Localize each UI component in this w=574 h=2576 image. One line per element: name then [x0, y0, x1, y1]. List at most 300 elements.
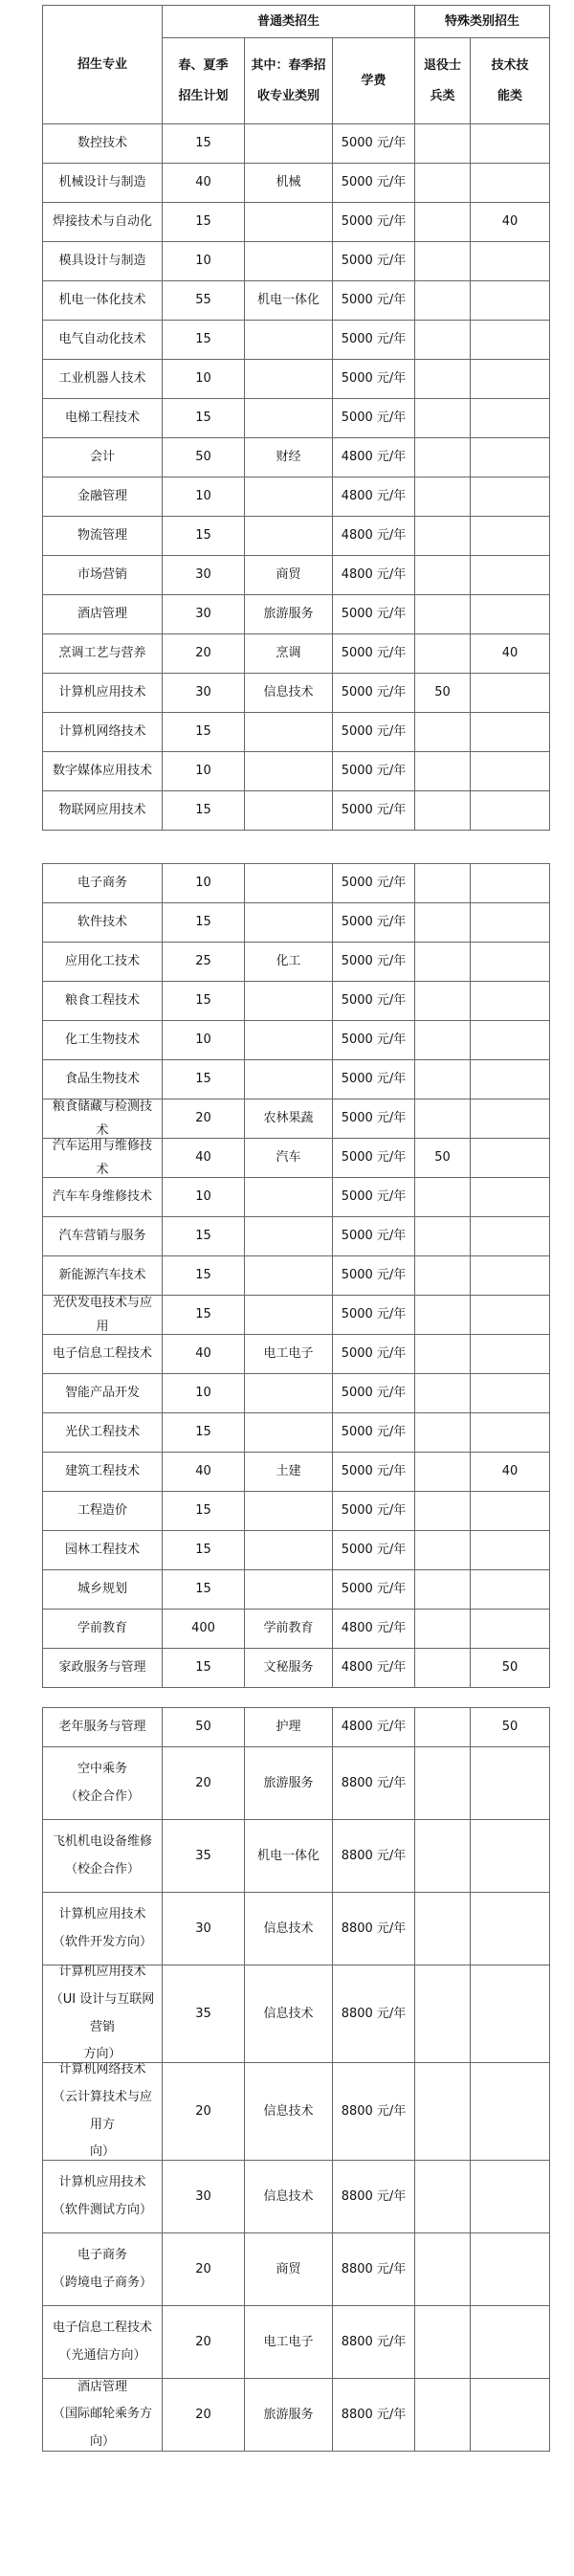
- major-cell: 电子信息工程技术: [43, 1335, 163, 1374]
- veteran-cell: [415, 1570, 471, 1610]
- major-cell: 金融管理: [43, 477, 163, 517]
- spring-category-cell: 学前教育: [245, 1610, 333, 1649]
- spring-category-cell: 文秘服务: [245, 1649, 333, 1688]
- veteran-cell: [415, 1374, 471, 1413]
- plan-cell: 55: [163, 281, 245, 321]
- table-row: [43, 242, 550, 281]
- skill-cell: [471, 1099, 550, 1139]
- skill-cell: [471, 281, 550, 321]
- veteran-cell: [415, 864, 471, 903]
- veteran-cell: [415, 1820, 471, 1893]
- veteran-cell: [415, 203, 471, 242]
- major-cell: 物联网应用技术: [43, 791, 163, 831]
- table-section-3: [42, 1707, 550, 2452]
- spring-category-cell: [245, 1531, 333, 1570]
- major-cell: 光伏工程技术: [43, 1413, 163, 1453]
- spring-category-cell: [245, 1492, 333, 1531]
- veteran-cell: [415, 2306, 471, 2379]
- veteran-cell: [415, 1893, 471, 1965]
- tuition-cell: 5000 元/年: [333, 943, 415, 982]
- major-cell: 汽车运用与维修技术: [43, 1139, 163, 1178]
- skill-cell: 50: [471, 1708, 550, 1747]
- skill-cell: [471, 1413, 550, 1453]
- table-row: [43, 360, 550, 399]
- plan-cell: 30: [163, 674, 245, 713]
- section-rows: [43, 124, 550, 831]
- skill-cell: [471, 242, 550, 281]
- plan-cell: 50: [163, 438, 245, 477]
- skill-cell: [471, 2379, 550, 2452]
- table-header: [43, 6, 550, 124]
- spring-category-cell: [245, 124, 333, 164]
- veteran-cell: [415, 752, 471, 791]
- skill-cell: 50: [471, 1649, 550, 1688]
- table-row: [43, 1217, 550, 1256]
- major-cell: 计算机网络技术 （云计算技术与应用方 向）: [43, 2063, 163, 2161]
- veteran-cell: [415, 1178, 471, 1217]
- tuition-cell: 5000 元/年: [333, 674, 415, 713]
- veteran-cell: [415, 1610, 471, 1649]
- header-special-group: [415, 6, 550, 124]
- tuition-cell: 5000 元/年: [333, 164, 415, 203]
- tuition-cell: 5000 元/年: [333, 399, 415, 438]
- tuition-cell: 8800 元/年: [333, 1747, 415, 1820]
- veteran-cell: [415, 124, 471, 164]
- table-row: [43, 1649, 550, 1688]
- plan-cell: 35: [163, 1820, 245, 1893]
- veteran-cell: [415, 164, 471, 203]
- spring-category-cell: [245, 982, 333, 1021]
- spring-category-cell: 信息技术: [245, 674, 333, 713]
- spring-category-cell: [245, 1296, 333, 1335]
- major-cell: 家政服务与管理: [43, 1649, 163, 1688]
- plan-cell: 15: [163, 1256, 245, 1296]
- spring-category-cell: 商贸: [245, 2233, 333, 2306]
- table-row: [43, 943, 550, 982]
- tuition-cell: 4800 元/年: [333, 477, 415, 517]
- table-row: [43, 1021, 550, 1060]
- table-row: [43, 1374, 550, 1413]
- major-cell: 电子商务 （跨境电子商务）: [43, 2233, 163, 2306]
- major-cell: 电气自动化技术: [43, 321, 163, 360]
- major-cell: 城乡规划: [43, 1570, 163, 1610]
- veteran-cell: 50: [415, 1139, 471, 1178]
- tuition-cell: 5000 元/年: [333, 281, 415, 321]
- tuition-cell: 5000 元/年: [333, 1570, 415, 1610]
- spring-category-cell: 烹调: [245, 634, 333, 674]
- veteran-cell: [415, 281, 471, 321]
- tuition-cell: 8800 元/年: [333, 2306, 415, 2379]
- major-cell: 新能源汽车技术: [43, 1256, 163, 1296]
- table-row: [43, 1492, 550, 1531]
- major-cell: 智能产品开发: [43, 1374, 163, 1413]
- major-cell: 数字媒体应用技术: [43, 752, 163, 791]
- plan-cell: 10: [163, 1374, 245, 1413]
- table-section-2: [42, 863, 550, 1688]
- table-row: [43, 1965, 550, 2063]
- plan-cell: 30: [163, 556, 245, 595]
- spring-category-cell: 汽车: [245, 1139, 333, 1178]
- tuition-cell: 8800 元/年: [333, 2233, 415, 2306]
- skill-cell: [471, 517, 550, 556]
- veteran-cell: [415, 943, 471, 982]
- skill-cell: [471, 2306, 550, 2379]
- tuition-cell: 8800 元/年: [333, 2063, 415, 2161]
- tuition-cell: 4800 元/年: [333, 1708, 415, 1747]
- veteran-cell: [415, 595, 471, 634]
- veteran-cell: [415, 2063, 471, 2161]
- skill-cell: [471, 595, 550, 634]
- tuition-cell: 5000 元/年: [333, 903, 415, 943]
- table-row: [43, 281, 550, 321]
- plan-cell: 10: [163, 1021, 245, 1060]
- plan-cell: 400: [163, 1610, 245, 1649]
- veteran-cell: [415, 1217, 471, 1256]
- major-cell: 粮食工程技术: [43, 982, 163, 1021]
- veteran-cell: [415, 477, 471, 517]
- tuition-cell: 5000 元/年: [333, 1021, 415, 1060]
- tuition-cell: 8800 元/年: [333, 1965, 415, 2063]
- major-cell: 学前教育: [43, 1610, 163, 1649]
- skill-cell: 40: [471, 203, 550, 242]
- tuition-cell: 8800 元/年: [333, 1893, 415, 1965]
- table-row: [43, 438, 550, 477]
- plan-cell: 15: [163, 1060, 245, 1099]
- spring-category-cell: [245, 713, 333, 752]
- skill-cell: [471, 1178, 550, 1217]
- plan-cell: 15: [163, 321, 245, 360]
- skill-cell: [471, 943, 550, 982]
- plan-cell: 15: [163, 124, 245, 164]
- tuition-cell: 5000 元/年: [333, 1335, 415, 1374]
- major-cell: 机电一体化技术: [43, 281, 163, 321]
- spring-category-cell: 机械: [245, 164, 333, 203]
- plan-cell: 40: [163, 164, 245, 203]
- skill-cell: [471, 164, 550, 203]
- spring-category-cell: 信息技术: [245, 2063, 333, 2161]
- tuition-cell: 5000 元/年: [333, 203, 415, 242]
- spring-category-cell: 旅游服务: [245, 1747, 333, 1820]
- veteran-cell: [415, 903, 471, 943]
- plan-cell: 10: [163, 864, 245, 903]
- major-cell: 粮食储藏与检测技术: [43, 1099, 163, 1139]
- veteran-cell: [415, 1453, 471, 1492]
- spring-category-cell: [245, 517, 333, 556]
- veteran-cell: [415, 517, 471, 556]
- major-cell: 酒店管理 （国际邮轮乘务方向）: [43, 2379, 163, 2452]
- spring-category-cell: [245, 1021, 333, 1060]
- tuition-cell: 5000 元/年: [333, 595, 415, 634]
- table-row: [43, 1060, 550, 1099]
- major-cell: 计算机应用技术 （UI 设计与互联网营销 方向）: [43, 1965, 163, 2063]
- major-cell: 软件技术: [43, 903, 163, 943]
- skill-cell: [471, 321, 550, 360]
- skill-cell: [471, 1531, 550, 1570]
- table-row: [43, 1820, 550, 1893]
- spring-category-cell: [245, 752, 333, 791]
- plan-cell: 50: [163, 1708, 245, 1747]
- plan-cell: 10: [163, 242, 245, 281]
- veteran-cell: [415, 982, 471, 1021]
- table-row: [43, 982, 550, 1021]
- plan-cell: 30: [163, 1893, 245, 1965]
- tuition-cell: 4800 元/年: [333, 1649, 415, 1688]
- major-cell: 计算机网络技术: [43, 713, 163, 752]
- skill-cell: [471, 1570, 550, 1610]
- major-cell: 焊接技术与自动化: [43, 203, 163, 242]
- spring-category-cell: [245, 791, 333, 831]
- spring-category-cell: [245, 321, 333, 360]
- plan-cell: 15: [163, 517, 245, 556]
- tuition-cell: 5000 元/年: [333, 321, 415, 360]
- spring-category-cell: 化工: [245, 943, 333, 982]
- plan-cell: 15: [163, 1296, 245, 1335]
- tuition-cell: 5000 元/年: [333, 634, 415, 674]
- tuition-cell: 5000 元/年: [333, 1531, 415, 1570]
- skill-cell: [471, 2233, 550, 2306]
- table-row: [43, 2063, 550, 2161]
- tuition-cell: 4800 元/年: [333, 1610, 415, 1649]
- major-cell: 计算机应用技术 （软件开发方向）: [43, 1893, 163, 1965]
- skill-cell: [471, 1296, 550, 1335]
- table-row: [43, 2233, 550, 2306]
- major-cell: 汽车营销与服务: [43, 1217, 163, 1256]
- veteran-cell: [415, 1335, 471, 1374]
- tuition-cell: 5000 元/年: [333, 982, 415, 1021]
- table-row: [43, 1893, 550, 1965]
- spring-category-cell: 旅游服务: [245, 2379, 333, 2452]
- table-row: [43, 164, 550, 203]
- plan-cell: 30: [163, 2161, 245, 2233]
- skill-cell: 40: [471, 634, 550, 674]
- table-row: [43, 2161, 550, 2233]
- veteran-cell: [415, 1256, 471, 1296]
- tuition-cell: 8800 元/年: [333, 2161, 415, 2233]
- table-row: [43, 1531, 550, 1570]
- table-row: [43, 1139, 550, 1178]
- veteran-cell: [415, 2379, 471, 2452]
- header-veteran: 退役士 兵类: [415, 38, 471, 124]
- skill-cell: [471, 1217, 550, 1256]
- major-cell: 汽车车身维修技术: [43, 1178, 163, 1217]
- major-cell: 空中乘务 （校企合作）: [43, 1747, 163, 1820]
- veteran-cell: [415, 438, 471, 477]
- major-cell: 应用化工技术: [43, 943, 163, 982]
- skill-cell: [471, 477, 550, 517]
- veteran-cell: [415, 634, 471, 674]
- plan-cell: 15: [163, 1413, 245, 1453]
- spring-category-cell: [245, 477, 333, 517]
- header-spring-category: 其中：春季招 收专业类别: [245, 38, 333, 124]
- tuition-cell: 4800 元/年: [333, 438, 415, 477]
- plan-cell: 10: [163, 1178, 245, 1217]
- major-cell: 建筑工程技术: [43, 1453, 163, 1492]
- plan-cell: 40: [163, 1139, 245, 1178]
- spring-category-cell: [245, 242, 333, 281]
- plan-cell: 35: [163, 1965, 245, 2063]
- skill-cell: [471, 360, 550, 399]
- table-row: [43, 791, 550, 831]
- spring-category-cell: [245, 1060, 333, 1099]
- table-row: [43, 477, 550, 517]
- skill-cell: [471, 791, 550, 831]
- skill-cell: 40: [471, 1453, 550, 1492]
- veteran-cell: [415, 1296, 471, 1335]
- table-row: [43, 634, 550, 674]
- plan-cell: 25: [163, 943, 245, 982]
- skill-cell: [471, 2063, 550, 2161]
- skill-cell: [471, 438, 550, 477]
- spring-category-cell: [245, 1374, 333, 1413]
- plan-cell: 15: [163, 1570, 245, 1610]
- major-cell: 电梯工程技术: [43, 399, 163, 438]
- major-cell: 烹调工艺与营养: [43, 634, 163, 674]
- plan-cell: 20: [163, 1099, 245, 1139]
- tuition-cell: 5000 元/年: [333, 713, 415, 752]
- table-row: [43, 903, 550, 943]
- major-cell: 市场营销: [43, 556, 163, 595]
- plan-cell: 20: [163, 2233, 245, 2306]
- skill-cell: [471, 124, 550, 164]
- spring-category-cell: 机电一体化: [245, 281, 333, 321]
- table-row: [43, 1413, 550, 1453]
- major-cell: 机械设计与制造: [43, 164, 163, 203]
- tuition-cell: 5000 元/年: [333, 752, 415, 791]
- veteran-cell: [415, 1708, 471, 1747]
- header-general-group: [163, 6, 415, 124]
- skill-cell: [471, 1747, 550, 1820]
- major-cell: 计算机应用技术: [43, 674, 163, 713]
- header-tuition: 学费: [333, 38, 415, 124]
- table-row: [43, 713, 550, 752]
- skill-cell: [471, 1060, 550, 1099]
- major-cell: 化工生物技术: [43, 1021, 163, 1060]
- plan-cell: 40: [163, 1453, 245, 1492]
- plan-cell: 15: [163, 903, 245, 943]
- veteran-cell: [415, 360, 471, 399]
- veteran-cell: [415, 1747, 471, 1820]
- major-cell: 飞机机电设备维修 （校企合作）: [43, 1820, 163, 1893]
- spring-category-cell: 财经: [245, 438, 333, 477]
- spring-category-cell: [245, 203, 333, 242]
- plan-cell: 10: [163, 477, 245, 517]
- header-major: 招生专业: [43, 6, 163, 124]
- skill-cell: [471, 1139, 550, 1178]
- table-row: [43, 1570, 550, 1610]
- plan-cell: 20: [163, 634, 245, 674]
- veteran-cell: [415, 321, 471, 360]
- table-row: [43, 864, 550, 903]
- table-row: [43, 556, 550, 595]
- major-cell: 数控技术: [43, 124, 163, 164]
- spring-category-cell: [245, 864, 333, 903]
- tuition-cell: 5000 元/年: [333, 1374, 415, 1413]
- veteran-cell: [415, 1965, 471, 2063]
- table-row: [43, 1256, 550, 1296]
- major-cell: 物流管理: [43, 517, 163, 556]
- plan-cell: 10: [163, 752, 245, 791]
- veteran-cell: [415, 1649, 471, 1688]
- major-cell: 电子信息工程技术 （光通信方向）: [43, 2306, 163, 2379]
- veteran-cell: [415, 242, 471, 281]
- spring-category-cell: [245, 1570, 333, 1610]
- spring-category-cell: 旅游服务: [245, 595, 333, 634]
- table-row: [43, 1296, 550, 1335]
- tuition-cell: 5000 元/年: [333, 124, 415, 164]
- major-cell: 光伏发电技术与应用: [43, 1296, 163, 1335]
- table-row: [43, 203, 550, 242]
- veteran-cell: [415, 1021, 471, 1060]
- spring-category-cell: [245, 1256, 333, 1296]
- skill-cell: [471, 752, 550, 791]
- plan-cell: 20: [163, 2063, 245, 2161]
- skill-cell: [471, 982, 550, 1021]
- major-cell: 老年服务与管理: [43, 1708, 163, 1747]
- skill-cell: [471, 1965, 550, 2063]
- plan-cell: 30: [163, 595, 245, 634]
- tuition-cell: 5000 元/年: [333, 1099, 415, 1139]
- plan-cell: 15: [163, 1217, 245, 1256]
- table-row: [43, 595, 550, 634]
- major-cell: 模具设计与制造: [43, 242, 163, 281]
- major-cell: 酒店管理: [43, 595, 163, 634]
- tuition-cell: 5000 元/年: [333, 1296, 415, 1335]
- tuition-cell: 5000 元/年: [333, 1217, 415, 1256]
- spring-category-cell: 信息技术: [245, 1965, 333, 2063]
- skill-cell: [471, 1374, 550, 1413]
- tuition-cell: 8800 元/年: [333, 2379, 415, 2452]
- tuition-cell: 5000 元/年: [333, 1413, 415, 1453]
- spring-category-cell: [245, 360, 333, 399]
- plan-cell: 20: [163, 2306, 245, 2379]
- major-cell: 电子商务: [43, 864, 163, 903]
- skill-cell: [471, 1820, 550, 1893]
- veteran-cell: [415, 713, 471, 752]
- tuition-cell: 4800 元/年: [333, 517, 415, 556]
- veteran-cell: [415, 1492, 471, 1531]
- spring-category-cell: [245, 903, 333, 943]
- tuition-cell: 5000 元/年: [333, 1178, 415, 1217]
- plan-cell: 20: [163, 2379, 245, 2452]
- tuition-cell: 5000 元/年: [333, 864, 415, 903]
- veteran-cell: [415, 2161, 471, 2233]
- skill-cell: [471, 399, 550, 438]
- tuition-cell: 8800 元/年: [333, 1820, 415, 1893]
- table-row: [43, 1453, 550, 1492]
- plan-cell: 15: [163, 399, 245, 438]
- header-skill: 技术技 能类: [471, 38, 550, 124]
- table-row: [43, 1099, 550, 1139]
- table-row: [43, 321, 550, 360]
- plan-cell: 15: [163, 1492, 245, 1531]
- major-cell: 计算机应用技术 （软件测试方向）: [43, 2161, 163, 2233]
- tuition-cell: 5000 元/年: [333, 1060, 415, 1099]
- major-cell: 会计: [43, 438, 163, 477]
- table-row: [43, 399, 550, 438]
- veteran-cell: [415, 1060, 471, 1099]
- veteran-cell: [415, 556, 471, 595]
- major-cell: 园林工程技术: [43, 1531, 163, 1570]
- spring-category-cell: 电工电子: [245, 1335, 333, 1374]
- skill-cell: [471, 1335, 550, 1374]
- table-row: [43, 1335, 550, 1374]
- major-cell: 工程造价: [43, 1492, 163, 1531]
- plan-cell: 15: [163, 1531, 245, 1570]
- skill-cell: [471, 1893, 550, 1965]
- spring-category-cell: 农林果蔬: [245, 1099, 333, 1139]
- plan-cell: 15: [163, 791, 245, 831]
- table-row: [43, 2379, 550, 2452]
